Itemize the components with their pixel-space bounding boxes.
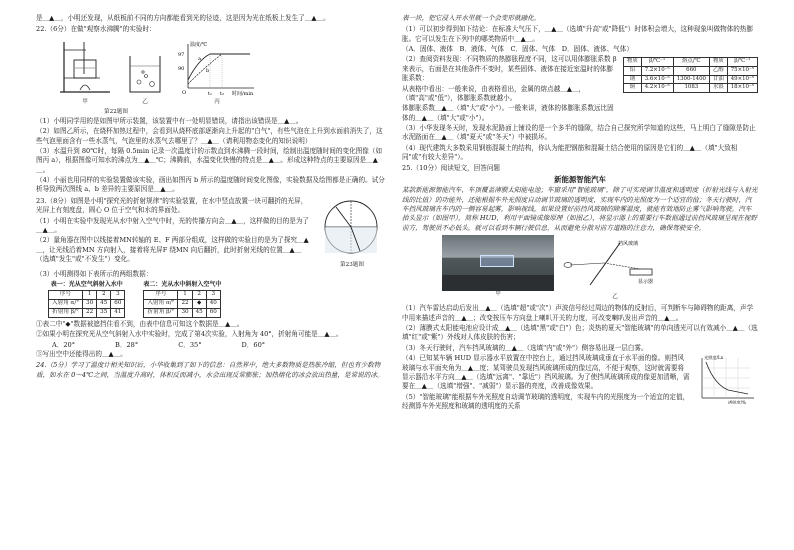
- table1-cell: 折射角 β/°: [49, 308, 83, 317]
- q24-part2: （2）查阅资料发现：不同物质的热膨胀程度不同，这可以用体膨胀系数 β 来表示，右面是在其他条件不变时，某些固体、液体在接近室温时的体膨胀系数：: [402, 55, 617, 83]
- fig-label-jia-2: 甲: [495, 291, 501, 298]
- prop-cell: 18×10⁻⁵: [727, 84, 757, 93]
- temperature-graph-bing: [176, 40, 258, 107]
- q25-part4: （4）已知某车辆 HUD 显示器水平放置在中控台上，通过挡风玻璃成垂直于水平面的像。则挡风玻璃与水平面夹角为＿▲＿度；某驾驶员发现挡风玻璃所成的像过高，不便于观察，这时就需要将显示器沿水平方向＿▲＿（选填"远离"、"靠近"）挡风玻璃。为了使挡风玻璃所成的像更加清晰，需要在＿▲＿（选填"增强"、"减弱"）显示器的亮度，改善成像效果。: [402, 354, 690, 391]
- graph-b: b: [206, 67, 210, 74]
- left-column: [36, 14, 388, 381]
- q23-figure: [316, 197, 388, 270]
- light-transparency-graph: [694, 354, 758, 412]
- q23-options: [52, 341, 388, 350]
- table2-cell: 1: [178, 291, 192, 300]
- prop-cell: 75×10⁻⁵: [727, 67, 757, 76]
- prop-cell: β/℃⁻¹: [641, 58, 673, 67]
- expansion-table: [623, 57, 758, 93]
- table2-cell: 2: [192, 291, 206, 300]
- q22-fig-caption: 第22题图: [104, 109, 128, 116]
- table2: [143, 281, 221, 317]
- q24-part1-options: （A．固体、液体 B．液体、气体 C．固体、气体 D．固体、液体、气体）: [402, 45, 633, 54]
- beaker-figure-yi: [124, 52, 166, 107]
- article-title: 新能源智能汽车: [554, 174, 606, 184]
- graph-xlabel: 时间/min: [232, 90, 254, 96]
- prop-cell: 物质: [709, 58, 727, 67]
- table1-cell: 22: [83, 308, 97, 317]
- fig-label-bing: 丙: [214, 99, 220, 106]
- prop-cell: 熔点/℃: [673, 58, 709, 67]
- prop-cell: 7.2×10⁻⁵: [641, 67, 673, 76]
- table2-cell: 22: [178, 299, 192, 308]
- prop-cell: 1300-1400: [673, 75, 709, 84]
- table2-cell: ◆: [192, 299, 206, 308]
- fig-label-yi: 乙: [142, 99, 148, 106]
- q25-part2: （2）薄膜式太阳能电池应设计成＿▲＿（选填"黑"或"白"）色；炎热的夏天"智能玻璃"的单向透光可以有效减小＿▲＿（选填"红"或"紫"）外线对人体皮肤的伤害；: [402, 324, 758, 342]
- hud-diagram-yi: [560, 235, 670, 302]
- table1: [48, 281, 125, 317]
- table1-cell: 序号: [49, 291, 83, 300]
- table1-cell: 45: [97, 299, 111, 308]
- table2-cell: 3: [206, 291, 220, 300]
- prop-cell: 物质: [623, 58, 641, 67]
- graph-t1: t₁: [208, 90, 213, 96]
- q22-header: 22.（6分）在做"观察水沸腾"的实验时：: [36, 25, 156, 34]
- prop-cell: 49×10⁻⁵: [727, 75, 757, 84]
- prop-cell: 1083: [673, 84, 709, 93]
- graph-ylabel: 温度/℃: [190, 41, 208, 48]
- q25-part5: （5）"智能玻璃"能根据车外光照度自动调节玻璃的透明度，实现车内的光照度为一个适宜的定值，经测算车外光照度和玻璃的透明度的关系: [402, 392, 690, 410]
- table2-cell: 序号: [144, 291, 178, 300]
- table1-cell: 30: [83, 299, 97, 308]
- q22-part1: （1）小明同学用的是如图甲所示装置，该装置中有一处明显错误，请指出该错误是＿▲＿。: [36, 116, 303, 125]
- q24-part1: （1）可以初步得到如下结论：在标准大气压下，＿▲＿（选填"升高"或"降低"）时体积会增大，这种现象叫做物体的热膨胀。它可以发生在下列中的哪类物质中＿▲＿。: [402, 25, 754, 43]
- q23-part2: （2）量角器在图中以线接着MN转轴的 E、F 两部分组成，这样做的实验目的是为了探究＿▲＿，让光线沿着MN 方向射入，接着将光屏F 绕MN 向后翻折，此时折射光线的位置＿▲＿（选填"发生"或"不发生"）变化。: [36, 236, 309, 263]
- prop-cell: 3.6×10⁻⁵: [641, 75, 673, 84]
- graph2-ylabel: 光照度/Lx: [704, 355, 724, 361]
- table1-cell: 35: [97, 308, 111, 317]
- graph-y90: 90: [178, 65, 185, 72]
- q24-part2-b: 体膨胀系数＿▲＿（填"大"或"小"）。一般来讲，液体的体膨胀系数远比固体的＿▲＿（填"大"或"小"）。: [402, 104, 614, 122]
- table2-cell: 入射角 α/°: [144, 299, 178, 308]
- q25-figures: [442, 235, 758, 302]
- table1-cell: 41: [111, 308, 125, 317]
- table1-cell: 1: [83, 291, 97, 300]
- q25-header: 25.（10分）阅读短文，回答问题: [402, 164, 501, 173]
- label-display: 显示器: [638, 279, 654, 286]
- article-text: 某款新能源智能汽车，车顶覆盖薄膜太阳能电池；车窗采用"智能玻璃"，除了可实现调节温度和透明度（折射光线与入射光线的比值）的功能外，还能根据车外光照度自动调节玻璃的透明度，实现车内的光照度为一个适宜的值；冬天行驶时，汽车挡风玻璃在车内的一侧容易起雾，影响视线，如果设置好前挡风玻璃的除雾温度，就能有效地防止雾气影响驾驶。汽车抬头显示（如图甲），简称 HUD，利用平面镜成像原理（如图乙），将显示器上的重要行车数据通过前挡风玻璃呈现在视野前方，驾驶员不必低头，就可以看到车辆行驶信息，从而避免分散对前方道路的注意力，确保驾驶安全。: [402, 186, 758, 232]
- graph-t2: t₂: [220, 90, 225, 96]
- prop-cell: 钢: [623, 75, 641, 84]
- q22-part3: （3）水温升到 80℃时，每隔 0.5min 记录一次温度计的示数直到水沸腾一段时间，绘制出温度随时间的变化图像（如图丙 a），根据图像可知水的沸点为＿▲＿℃；沸腾前，水温变化快慢的特点是＿▲＿。形成这种特点的主要原因是＿▲＿。: [36, 147, 383, 174]
- q22-figures: [56, 38, 388, 107]
- q25-part3: （3）冬天行驶时，汽车挡风玻璃的＿▲＿（选填"内"或"外"）侧容易出现一层白雾。: [402, 343, 648, 352]
- table2-cell: 45: [192, 308, 206, 317]
- table2-cell: 折射角 β/°: [144, 308, 178, 317]
- label-windshield: 挡风玻璃: [618, 241, 639, 248]
- prop-cell: 甘油: [709, 75, 727, 84]
- prop-cell: 乙醇: [709, 67, 727, 76]
- table1-title: 表一：光从空气斜射入水中: [50, 281, 123, 289]
- table1-cell: 入射角 α/°: [49, 299, 83, 308]
- fig-label-jia: 甲: [82, 99, 88, 106]
- table2-cell: 30: [178, 308, 192, 317]
- graph-a: a: [198, 55, 201, 62]
- q23-note3: ③写出空中还能得出的＿▲＿。: [36, 349, 127, 358]
- q22-part2: （2）如图乙所示，在烧杯加热过程中，会看到从烧杯底部逐渐向上升起的"白气"，有些气泡在上升到水面前消失了，这些气泡里面含有一些水蒸气，气泡里的水蒸气去哪里了？＿▲＿（请利用物态变化的知识说明）: [36, 127, 383, 145]
- q23-note2: ②如果小明在探究光从空气斜射入水中实验时，完成了第4次实验，入射角为 40°，折射角可能是＿▲＿。: [36, 330, 343, 339]
- q24-part2-a: 从表格中看出：一般来说，由表格看出，金属的熔点越＿▲＿，（填"高"或"低"），体膨胀系数就越小。: [402, 84, 586, 102]
- q24-continuation: 表一块，把它浸入开水里就一个会变形就融化。: [402, 14, 541, 22]
- table2-cell: 60: [206, 308, 220, 317]
- option-d: D．60°: [241, 340, 266, 349]
- graph2-xlabel: 透明度/%: [728, 400, 746, 405]
- fig-label-yi-2: 乙: [612, 294, 618, 301]
- q23-part1: （1）小明在实验中发现光从水中射入空气中时，光的传播方向会＿▲＿，这样做的目的是为了＿▲＿。: [36, 216, 310, 234]
- prop-cell: 水银: [709, 84, 727, 93]
- q24-part3: （3）小华发现冬天时，发现水泥路面上铺设的是一个多半的缝隙，结合自己探究所学知道的这些，马上明白了缝隙是防止水泥路面在＿▲＿（填"夏天"或"冬天"）中被损坏。: [402, 123, 756, 142]
- graph-origin: O: [182, 89, 187, 96]
- q23-note1: ①表二中"◆"数据被遮挡住看不到，由表中信息可知这个数据是＿▲＿。: [36, 319, 244, 328]
- q23-part3: （3）小明测得如下表所示的两组数据：: [36, 270, 153, 279]
- prop-cell: 铝: [623, 67, 641, 76]
- prop-cell: 4.2×10⁻⁵: [641, 84, 673, 93]
- q23-header: 23.（8分）如图是小明"探究光的折射规律"的实验装置，在水中竖直放置一块可翻折的光屏，光屏上有刻度盘，圆心 O 位于空气和水的界面处。: [36, 196, 308, 215]
- q22-part4: （4）小丽也用同样的实验装置做该实验，画出如图丙 b 所示的温度随时间变化图像，实验数据及绘图都是正确的。试分析导致两次图线 a、b 差异的主要原因是＿▲＿。: [36, 176, 385, 194]
- prop-cell: 铜: [623, 84, 641, 93]
- q25-part1: （1）汽车雷达启动后发出＿▲＿（选填"超"或"次"）声波信号经过周边的物体的反射后，可判断车与障碍物的距离，声学中用来描述声音的＿▲＿；改变按压车方向盘上喇叭开关的力度，可改变喇叭发出声音的＿▲＿。: [402, 304, 754, 322]
- prop-cell: β/℃⁻¹: [727, 58, 757, 67]
- table1-cell: 2: [97, 291, 111, 300]
- prop-cell: 660: [673, 67, 709, 76]
- hud-photo-jia: [442, 235, 554, 302]
- table2-title: 表二：光从水中斜射入空气中: [143, 281, 222, 289]
- intro-line: 是＿▲＿，小明还发现，从纸板前不同的方向都能看到光的径迹，这是因为光在纸板上发生了＿▲＿。: [36, 14, 330, 22]
- table1-cell: 3: [111, 291, 125, 300]
- option-b: B．28°: [115, 340, 139, 349]
- q24-header: 24.（5分）学习了温度计相关知识后，小华收集到了如下的信息：自然界中，绝大多数物质是热胀冷缩，但也有少数物质，如水在 0～4℃之间，当温度升高时，体积反而减小，水会出现反常膨胀；加热熔化的冰会放出热量，是常说的冰。: [36, 361, 384, 379]
- option-a: A．20°: [52, 340, 76, 349]
- q23-fig-caption: 第23题图: [340, 262, 364, 269]
- right-column: [402, 14, 758, 412]
- table1-cell: 60: [111, 299, 125, 308]
- graph-y97: 97: [178, 51, 185, 58]
- apparatus-figure-jia: [56, 38, 114, 107]
- q24-part4: （4）现代建筑大多数采用钢筋混凝土的结构，你认为能把钢筋和混凝土结合使用的原因是它们的＿▲＿（填"大致相同"或"有较大差异"）。: [402, 143, 738, 162]
- table2-cell: 40: [206, 299, 220, 308]
- option-c: C．35°: [178, 340, 202, 349]
